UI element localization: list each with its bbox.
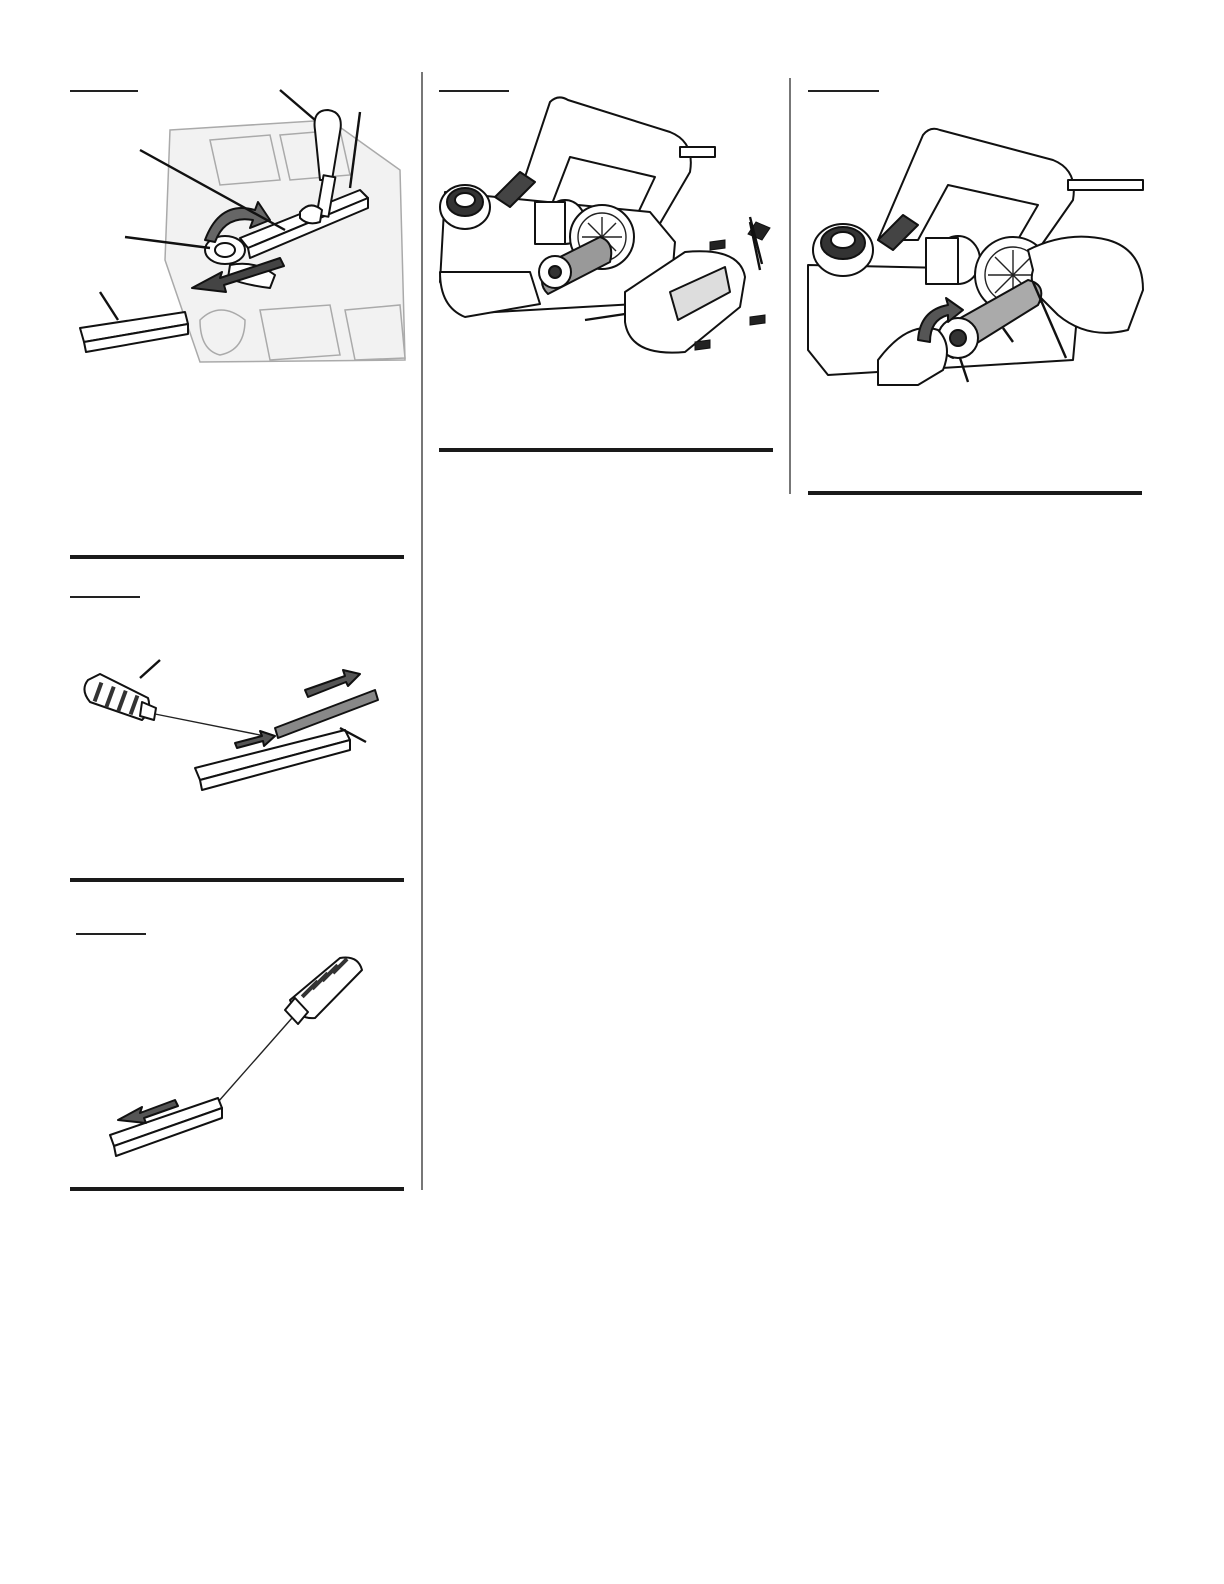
section-rule <box>439 448 773 452</box>
figure-4-illustration <box>440 92 780 372</box>
blade <box>275 690 378 738</box>
section-rule <box>70 878 404 882</box>
removed-blade <box>80 312 188 352</box>
figure-5-illustration <box>808 100 1143 390</box>
figure-3-illustration <box>100 950 380 1170</box>
depth-knob <box>813 224 873 276</box>
column-divider-right <box>789 78 791 494</box>
screwdriver <box>218 958 362 1103</box>
section-rule <box>70 1187 404 1191</box>
section-rule <box>70 555 404 559</box>
figure-1-illustration <box>70 80 410 370</box>
figure-label-underline <box>70 596 140 598</box>
figure-2-illustration <box>70 640 410 800</box>
figure-label-underline <box>808 90 879 92</box>
section-rule <box>808 491 1142 495</box>
figure-label-underline <box>76 933 146 935</box>
callout-leader <box>585 314 625 320</box>
column-divider-left <box>421 72 423 1190</box>
slide-arrow <box>305 670 360 697</box>
screwdriver <box>84 674 270 737</box>
depth-knob <box>440 185 490 229</box>
